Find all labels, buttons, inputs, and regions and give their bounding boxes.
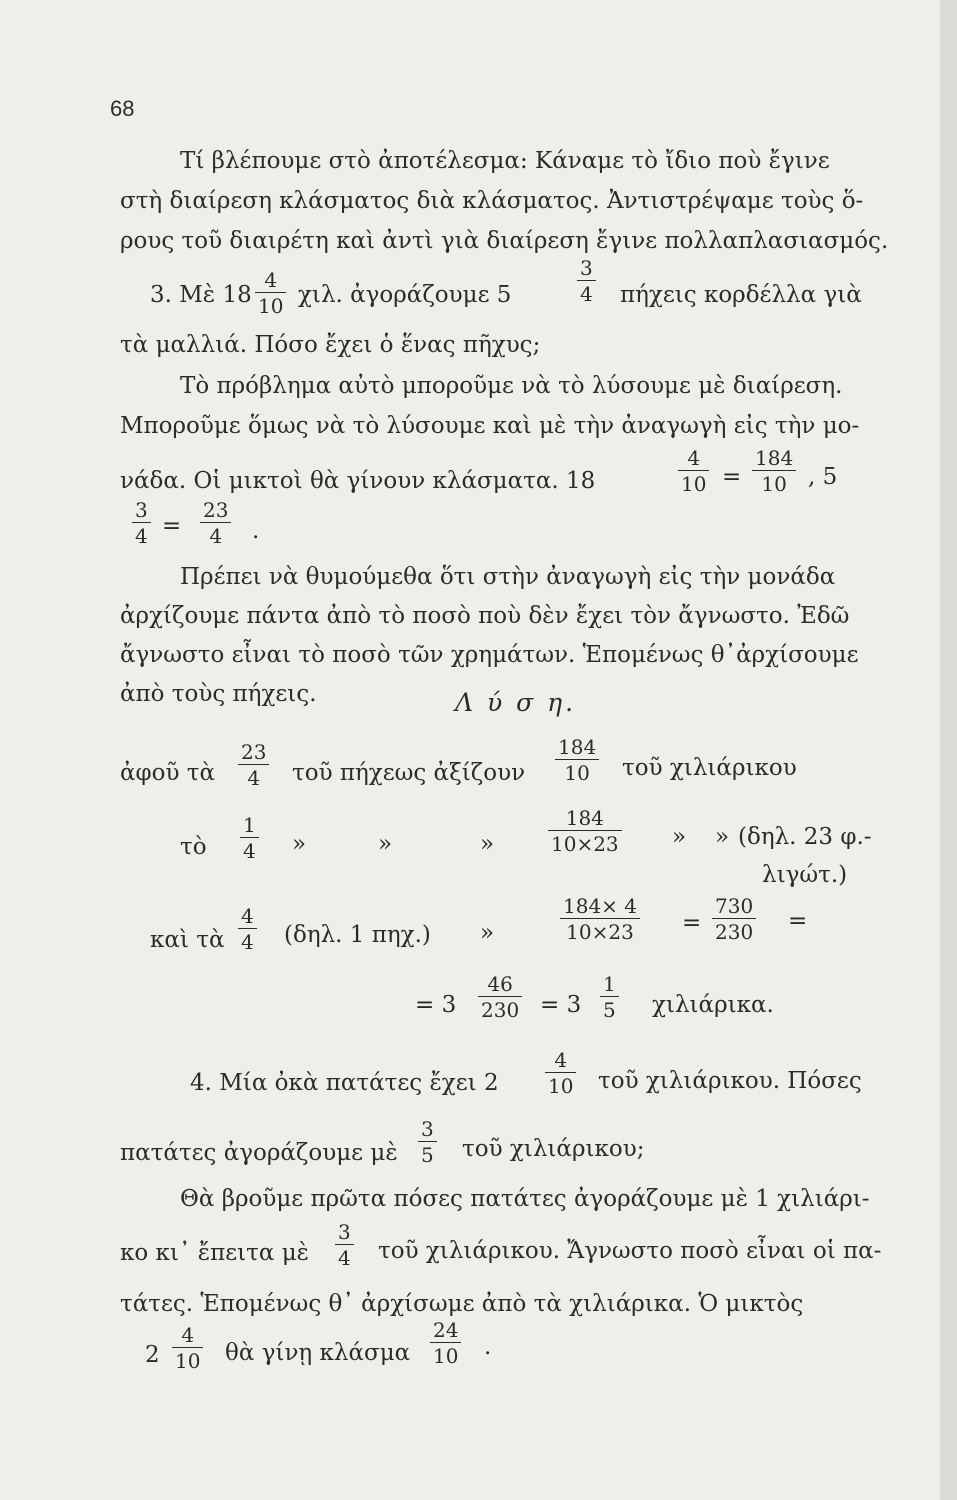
equals-sign: = [788,908,808,934]
text-line: Πρέπει νὰ θυμούμεθα ὅτι στὴν ἀναγωγὴ εἰς τὴν μονάδα [180,564,836,590]
fraction-denominator: 10 [433,1344,459,1368]
fraction-denominator: 10 [175,1349,201,1373]
text-line: τάτες. Ἑπομένως θ᾽ ἀρχίσωμε ἀπὸ τὰ χιλιάρικα. Ὁ μικτὸς [120,1291,804,1317]
fraction-bar [240,837,259,838]
ditto-mark: » [292,831,307,857]
fraction [255,270,286,316]
fraction [712,896,756,942]
fraction-denominator: 4 [135,524,148,548]
fraction-numerator: 730 [715,894,754,918]
text-segment: τοῦ πήχεως ἀξίζουν [292,760,526,786]
fraction-bar [545,1072,576,1073]
ditto-mark: » [715,824,730,850]
text-segment: χιλιάρικα. [652,992,774,1018]
solution-heading: Λ ύ σ η. [455,688,577,717]
fraction-numerator: 46 [487,972,513,996]
text-segment: χιλ. ἀγοράζουμε 5 [298,282,512,308]
fraction-bar [418,1141,437,1142]
fraction-numerator: 23 [203,498,229,522]
fraction [418,1119,437,1165]
fraction-numerator: 4 [264,268,278,292]
fraction-bar [600,996,619,997]
fraction-numerator: 4 [554,1048,568,1072]
fraction-denominator: 5 [603,998,616,1022]
fraction [478,974,522,1020]
fraction-bar [577,280,596,281]
fraction [240,815,259,861]
text-segment: πήχεις κορδέλλα γιὰ [620,282,862,308]
text-line: ἄγνωστο εἶναι τὸ ποσὸ τῶν χρημάτων. Ἑπομένως θ᾽ἀρχίσουμε [120,642,859,668]
fraction-bar [478,996,522,997]
fraction-denominator: 5 [421,1143,434,1167]
text-segment: (δηλ. 23 φ.- [738,824,872,850]
fraction-numerator: 4 [181,1323,195,1347]
fraction-bar [238,928,257,929]
fraction-denominator: 10×23 [551,832,619,856]
ditto-mark: » [480,831,495,857]
fraction [238,742,269,788]
fraction-bar [255,292,286,293]
page-edge [940,0,957,1500]
equals-sign: = [162,513,182,539]
fraction-denominator: 4 [241,930,254,954]
fraction-denominator: 10×23 [566,920,634,944]
fraction-bar [132,522,151,523]
text-line: ἀπὸ τοὺς πήχεις. [120,681,317,707]
fraction-numerator: 1 [243,813,256,837]
fraction [172,1325,203,1371]
text-segment: τοῦ χιλιάρικου; [462,1136,645,1162]
fraction-numerator: 3 [580,256,593,280]
fraction [200,500,231,546]
text-line: στὴ διαίρεση κλάσματος διὰ κλάσματος. Ἀντιστρέψαμε τοὺς ὅ- [120,188,864,214]
fraction-numerator: 3 [421,1117,434,1141]
fraction-numerator: 184 [558,735,597,759]
fraction-numerator: 1 [603,972,616,996]
fraction-numerator: 3 [135,498,148,522]
fraction-bar [548,830,622,831]
fraction-numerator: 4 [687,446,701,470]
fraction [752,448,796,494]
period: . [252,518,260,544]
text-segment: θὰ γίνῃ κλάσμα [225,1340,411,1366]
fraction-numerator: 3 [338,1220,351,1244]
text-segment: τοῦ χιλιάρικου [622,755,797,781]
text-line: Τί βλέπουμε στὸ ἀποτέλεσμα: Κάναμε τὸ ἴδιο ποὺ ἔγινε [180,148,830,174]
text-line: τὰ μαλλιά. Πόσο ἔχει ὁ ἕνας πῆχυς; [120,332,541,358]
fraction [238,906,257,952]
fraction-denominator: 230 [481,998,520,1022]
text-line: Μποροῦμε ὅμως νὰ τὸ λύσουμε καὶ μὲ τὴν ἀναγωγὴ εἰς τὴν μο- [120,413,860,439]
fraction-numerator: 184 [565,806,604,830]
fraction-bar [560,918,640,919]
fraction [132,500,151,546]
fraction-bar [555,759,599,760]
text-segment: πατάτες ἀγοράζουμε μὲ [120,1140,398,1166]
fraction-numerator: 4 [241,904,254,928]
page-number: 68 [110,96,135,121]
text-segment: 2 [145,1342,160,1368]
text-line: Θὰ βροῦμε πρῶτα πόσες πατάτες ἀγοράζουμε μὲ 1 χιλιάρι- [180,1186,870,1212]
fraction-denominator: 4 [243,839,256,863]
fraction [560,896,640,942]
text-segment: = 3 [540,992,582,1018]
fraction-bar [712,918,756,919]
fraction [600,974,619,1020]
fraction-bar [172,1347,203,1348]
text-segment: νάδα. Οἱ μικτοὶ θὰ γίνουν κλάσματα. 18 [120,468,596,494]
fraction [548,808,622,854]
ditto-mark: » [672,824,687,850]
fraction-denominator: 10 [548,1074,574,1098]
text-segment: τὸ [180,834,207,860]
fraction-denominator: 230 [715,920,754,944]
fraction-numerator: 184 [755,446,794,470]
fraction-denominator: 10 [564,761,590,785]
equals-sign: = [682,910,702,936]
fraction-bar [430,1342,461,1343]
text-segment: (δηλ. 1 πηχ.) [284,922,431,948]
text-segment: λιγώτ.) [762,862,848,888]
fraction [430,1320,461,1366]
text-line: ἀρχίζουμε πάντα ἀπὸ τὸ ποσὸ ποὺ δὲν ἔχει τὸν ἄγνωστο. Ἐδῶ [120,603,850,629]
fraction-numerator: 23 [241,740,267,764]
fraction-bar [678,470,709,471]
fraction-denominator: 10 [681,472,707,496]
text-line: ρους τοῦ διαιρέτη καὶ ἀντὶ γιὰ διαίρεση ἔγινε πολλαπλασιασμός. [120,228,889,254]
text-line: Τὸ πρόβλημα αὐτὸ μποροῦμε νὰ τὸ λύσουμε μὲ διαίρεση. [180,373,843,399]
fraction-bar [238,764,269,765]
fraction-bar [752,470,796,471]
fraction-denominator: 10 [258,294,284,318]
fraction-denominator: 4 [209,524,223,548]
problem3-lead: 3. Μὲ 18 [150,282,252,308]
equals-sign: = [722,464,742,490]
fraction-denominator: 4 [338,1246,351,1270]
fraction-denominator: 4 [580,282,593,306]
text-segment: κο κι᾽ ἔπειτα μὲ [120,1240,309,1266]
fraction [545,1050,576,1096]
text-segment: τοῦ χιλιάρικου. Πόσες [598,1068,862,1094]
text-segment: , 5 [808,464,838,490]
fraction-bar [335,1244,354,1245]
fraction [335,1222,354,1268]
problem4-lead: 4. Μία ὀκὰ πατάτες ἔχει 2 [190,1070,499,1096]
text-segment: ἀφοῦ τὰ [120,760,216,786]
fraction [678,448,709,494]
fraction [577,258,596,304]
ditto-mark: » [480,920,495,946]
text-segment: καὶ τὰ [150,927,225,953]
fraction-numerator: 184× 4 [563,894,638,918]
ditto-mark: » [378,831,393,857]
fraction-bar [200,522,231,523]
fraction [555,737,599,783]
fraction-denominator: 10 [761,472,787,496]
fraction-denominator: 4 [247,766,261,790]
fraction-numerator: 24 [433,1318,459,1342]
text-segment: τοῦ χιλιάρικου. Ἄγνωστο ποσὸ εἶναι οἱ πα- [378,1238,882,1264]
period: . [484,1334,492,1360]
text-segment: = 3 [415,992,457,1018]
